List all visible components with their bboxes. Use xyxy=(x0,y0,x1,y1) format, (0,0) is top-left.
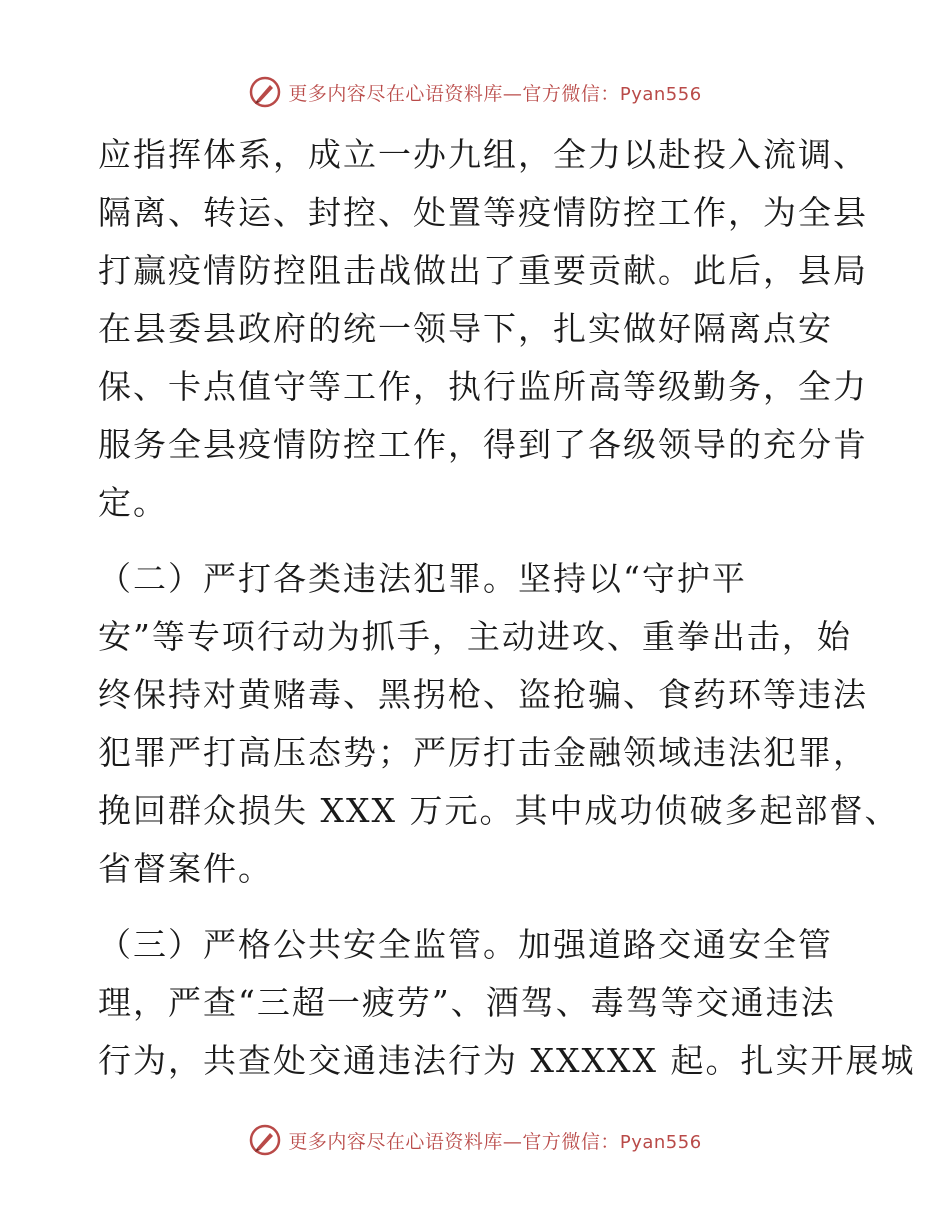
text-line: 打赢疫情防控阻击战做出了重要贡献。此后，县局 xyxy=(98,251,868,290)
text-line: 定。 xyxy=(98,483,168,522)
paragraph-3 xyxy=(98,916,916,1090)
text-line: 终保持对黄赌毒、黑拐枪、盗抢骗、食药环等违法 xyxy=(98,675,868,714)
text-line: （三）严格公共安全监管。加强道路交通安全管 xyxy=(98,925,833,964)
text-line: 犯罪严打高压态势；严厉打击金融领域违法犯罪， xyxy=(98,733,868,772)
text-line: 理，严查“三超一疲劳”、酒驾、毒驾等交通违法 xyxy=(98,983,836,1022)
paragraph-1 xyxy=(98,126,868,532)
paragraph-2 xyxy=(98,550,900,898)
paragraph-gap xyxy=(98,532,858,550)
wechat-id: Pyan556 xyxy=(619,83,702,105)
text-line: 应指挥体系，成立一办九组，全力以赴投入流调、 xyxy=(98,135,868,174)
pen-logo-icon xyxy=(248,1123,282,1157)
text-line: 挽回群众损失 XXX 万元。其中成功侦破多起部督、 xyxy=(98,791,900,830)
text-line: （二）严打各类违法犯罪。坚持以“守护平 xyxy=(98,559,747,598)
text-line: 隔离、转运、封控、处置等疫情防控工作，为全县 xyxy=(98,193,868,232)
text-line: 安”等专项行动为抓手，主动进攻、重拳出击，始 xyxy=(98,617,852,656)
header-watermark xyxy=(0,72,950,112)
footer-watermark xyxy=(0,1120,950,1160)
text-line: 服务全县疫情防控工作，得到了各级领导的充分肯 xyxy=(98,425,868,464)
pen-logo-icon xyxy=(248,75,282,109)
paragraph-gap xyxy=(98,898,858,916)
text-line: 保、卡点值守等工作，执行监所高等级勤务，全力 xyxy=(98,367,868,406)
watermark-text: 更多内容尽在心语资料库—官方微信：Pyan556 xyxy=(288,1130,702,1153)
document-body xyxy=(98,126,916,1090)
watermark-text: 更多内容尽在心语资料库—官方微信：Pyan556 xyxy=(288,82,702,105)
text-line: 在县委县政府的统一领导下，扎实做好隔离点安 xyxy=(98,309,833,348)
text-line: 省督案件。 xyxy=(98,849,273,888)
text-line: 行为，共查处交通违法行为 XXXXX 起。扎实开展城 xyxy=(98,1041,916,1080)
wechat-id: Pyan556 xyxy=(619,1131,702,1153)
